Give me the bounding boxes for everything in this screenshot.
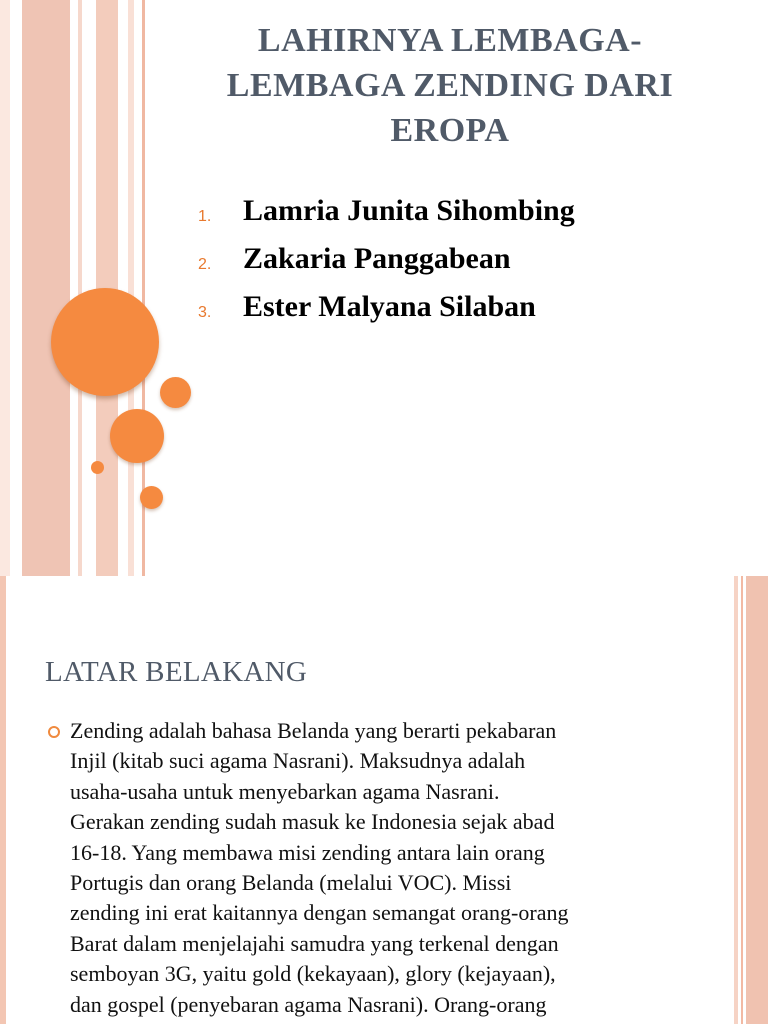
paragraph-line: Gerakan zending sudah masuk ke Indonesia sejak abad	[70, 809, 555, 835]
paragraph-line: Barat dalam menjelajahi samudra yang terkenal dengan	[70, 930, 559, 956]
bullet-circle-icon	[48, 726, 60, 738]
paragraph-line: zending ini erat kaitannya dengan semangat orang-orang	[70, 900, 569, 926]
decor-stripe	[734, 576, 738, 1024]
list-number: 2.	[198, 256, 212, 273]
list-number: 3.	[198, 304, 212, 321]
body-paragraph	[70, 716, 670, 1020]
paragraph-line: Portugis dan orang Belanda (melalui VOC). Missi	[70, 870, 512, 896]
paragraph-line: semboyan 3G, yaitu gold (kekayaan), glory (kejayaan),	[70, 961, 556, 987]
author-name: Ester Malyana Silaban	[243, 290, 536, 323]
decor-stripe	[78, 0, 82, 576]
paragraph-line: 16-18. Yang membawa misi zending antara lain orang	[70, 839, 545, 865]
decor-stripe	[741, 576, 743, 1024]
decor-circle-small	[140, 486, 163, 509]
decor-stripe	[0, 0, 10, 576]
decor-stripe	[128, 0, 134, 576]
title-line: LAHIRNYA LEMBAGA-	[257, 22, 643, 59]
section-heading: LATAR BELAKANG	[45, 656, 308, 688]
decor-stripe	[746, 576, 768, 1024]
slide-title	[190, 18, 710, 153]
decor-circle-medium	[110, 409, 164, 463]
decor-stripe	[22, 0, 70, 576]
paragraph-line: Zending adalah bahasa Belanda yang berarti pekabaran	[70, 718, 557, 743]
title-line: EROPA	[390, 112, 510, 149]
author-name: Lamria Junita Sihombing	[243, 194, 575, 227]
paragraph-line: dan gospel (penyebaran agama Nasrani). Orang-orang	[70, 991, 547, 1017]
paragraph-line: usaha-usaha untuk menyebarkan agama Nasrani.	[70, 778, 500, 804]
decor-circle-tiny	[91, 461, 104, 474]
list-number: 1.	[198, 208, 212, 225]
decor-stripe	[0, 576, 6, 1024]
author-name: Zakaria Panggabean	[243, 242, 511, 275]
content-slide	[0, 576, 768, 1024]
paragraph-line: Injil (kitab suci agama Nasrani). Maksudnya adalah	[70, 748, 526, 774]
title-line: LEMBAGA ZENDING DARI	[226, 67, 674, 104]
decor-circle-small	[160, 377, 191, 408]
decor-circle-large	[51, 288, 159, 396]
